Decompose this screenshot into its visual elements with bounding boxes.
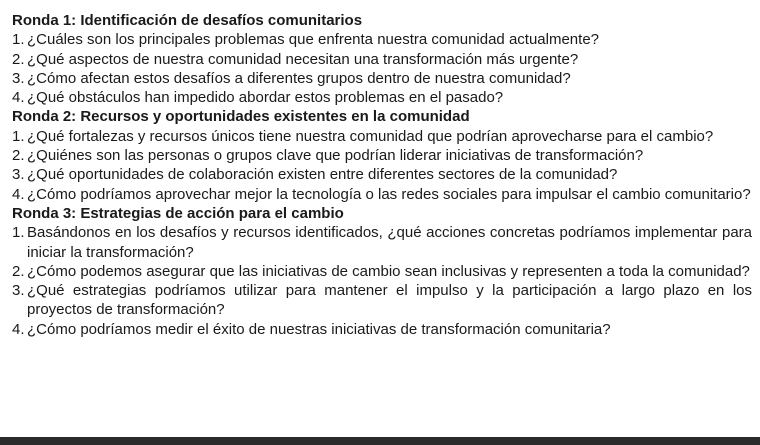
bottom-bar (0, 437, 760, 445)
question-text: ¿Cómo afectan estos desafíos a diferentes grupos dentro de nuestra comunidad? (27, 69, 571, 87)
round-3-question-list (12, 223, 752, 339)
round-3-section (12, 204, 752, 339)
round-1-section (12, 11, 752, 107)
question-text: ¿Qué fortalezas y recursos únicos tiene nuestra comunidad que podrían aprovecharse para el cambio? (27, 127, 714, 145)
question-number: 1. (12, 224, 25, 242)
question-text: Basándonos en los desafíos y recursos identificados, ¿qué acciones concretas podríamos implementar para iniciar la transformación? (27, 224, 752, 261)
question-number: 1. (12, 127, 25, 145)
question-text: ¿Quiénes son las personas o grupos clave que podrían liderar iniciativas de transformación? (27, 147, 644, 165)
question-item (12, 69, 752, 88)
question-text: ¿Cómo podríamos aprovechar mejor la tecnología o las redes sociales para impulsar el cambio comunitario? (27, 185, 751, 203)
round-1-question-list (12, 30, 752, 107)
question-item (12, 165, 752, 184)
document-body (12, 11, 752, 339)
question-number: 4. (12, 89, 25, 107)
question-item (12, 262, 752, 281)
question-item (12, 127, 752, 146)
question-text: ¿Qué obstáculos han impedido abordar estos problemas en el pasado? (27, 89, 504, 107)
question-item (12, 223, 752, 262)
question-number: 2. (12, 262, 25, 280)
question-item (12, 146, 752, 165)
round-1-title: Ronda 1: Identificación de desafíos comunitarios (12, 12, 363, 29)
question-number: 2. (12, 147, 25, 165)
question-item (12, 88, 752, 107)
question-number: 3. (12, 282, 25, 300)
question-number: 4. (12, 320, 25, 338)
question-item (12, 50, 752, 69)
round-2-section (12, 107, 752, 203)
round-2-title: Ronda 2: Recursos y oportunidades existentes en la comunidad (12, 108, 470, 126)
question-item (12, 281, 752, 320)
question-number: 2. (12, 50, 25, 68)
question-number: 3. (12, 69, 25, 87)
round-3-title: Ronda 3: Estrategias de acción para el cambio (12, 204, 344, 222)
question-item (12, 320, 752, 339)
question-item (12, 185, 752, 204)
question-number: 4. (12, 185, 25, 203)
question-text: ¿Cómo podemos asegurar que las iniciativas de cambio sean inclusivas y representen a toda la comunidad? (27, 262, 750, 280)
question-item (12, 30, 752, 49)
question-number: 3. (12, 166, 25, 184)
question-number: 1. (12, 31, 25, 49)
question-text: ¿Cuáles son los principales problemas que enfrenta nuestra comunidad actualmente? (27, 31, 599, 49)
round-2-question-list (12, 127, 752, 204)
question-text: ¿Cómo podríamos medir el éxito de nuestras iniciativas de transformación comunitaria? (27, 320, 611, 338)
question-text: ¿Qué oportunidades de colaboración existen entre diferentes sectores de la comunidad? (27, 166, 618, 184)
question-text: ¿Qué estrategias podríamos utilizar para mantener el impulso y la participación a largo plazo en los proyectos de transformación? (27, 282, 752, 319)
question-text: ¿Qué aspectos de nuestra comunidad necesitan una transformación más urgente? (27, 50, 579, 68)
